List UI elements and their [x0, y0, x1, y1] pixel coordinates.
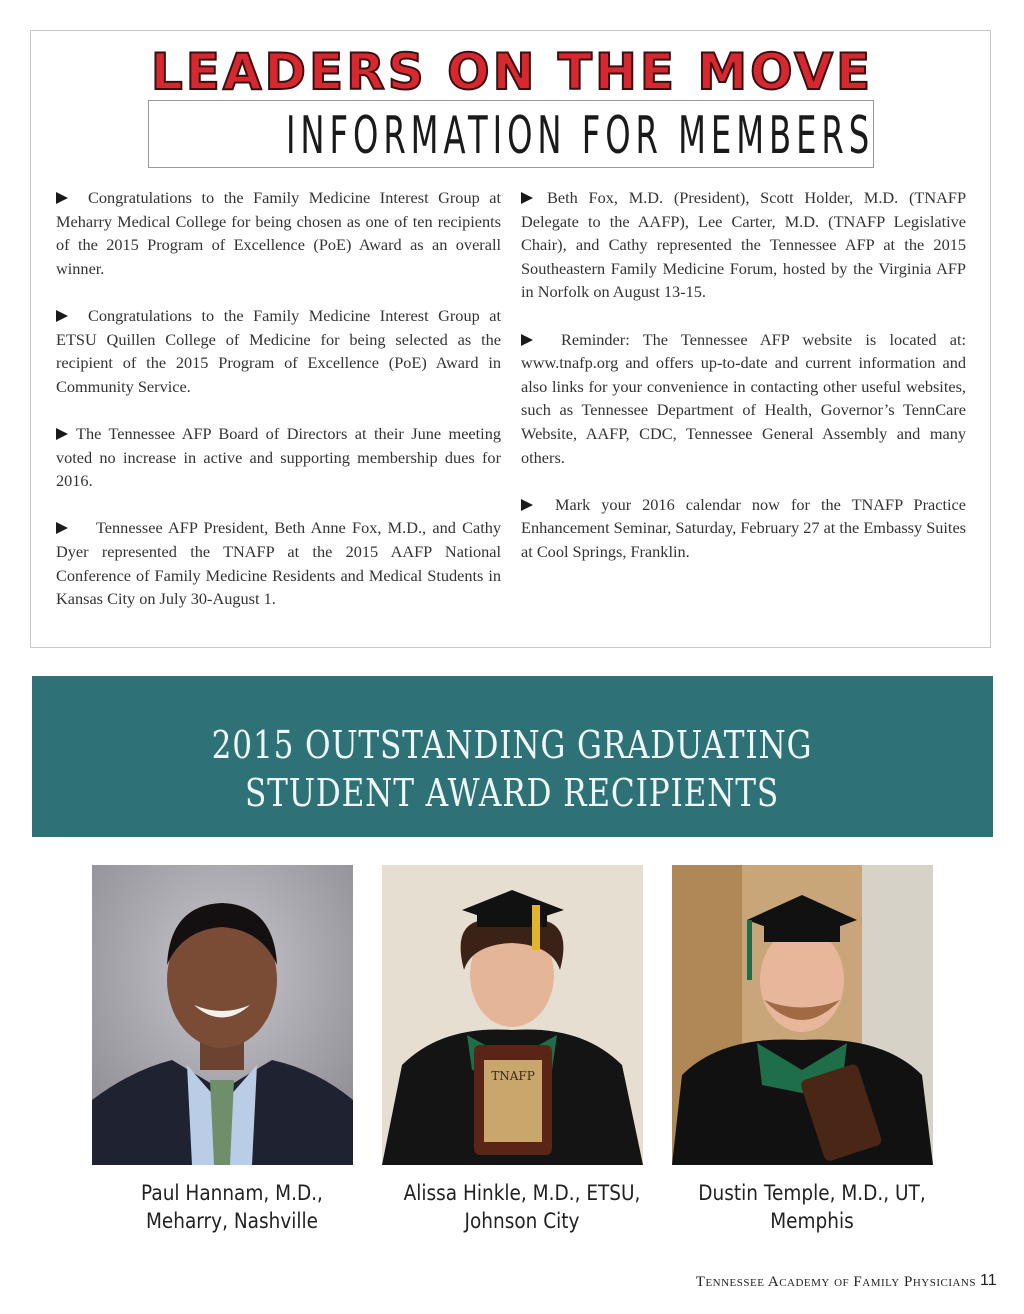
recipient-caption: Paul Hannam, M.D., Meharry, Nashville: [141, 1181, 323, 1233]
triangle-bullet-icon: [521, 334, 533, 346]
news-item: Congratulations to the Family Medicine Interest Group at Meharry Medical College for being chosen as one of ten recipients of the 2015 Program of Excellence (PoE) Award as an overall winner.: [56, 188, 501, 278]
triangle-bullet-icon: [56, 310, 68, 322]
recipient-photo: [382, 865, 643, 1165]
recipient-caption: Dustin Temple, M.D., UT, Memphis: [698, 1181, 926, 1233]
news-item: Congratulations to the Family Medicine Interest Group at ETSU Quillen College of Medicine for being selected as the recipient of the 2015 Program of Excellence (PoE) Award in Community Service.: [56, 305, 501, 396]
triangle-bullet-icon: [521, 192, 533, 204]
banner-title: 2015 OUTSTANDING GRADUATING STUDENT AWARD RECIPIENTS: [211, 723, 813, 815]
publication-footer: Tennessee Academy of Family Physicians: [695, 1274, 976, 1290]
headline: LEADERS ON THE MOVE: [150, 43, 874, 101]
news-item: Reminder: The Tennessee AFP website is located at: www.tnafp.org and offers up-to-date and current information and also links for your convenience in contacting other useful websites, such as Tennessee Department of Health, Governor’s TennCare Website, AAFP, CDC, Tennessee General Assembly and many others.: [521, 329, 966, 467]
news-item: Beth Fox, M.D. (President), Scott Holder, M.D. (TNAFP Delegate to the AAFP), Lee Carter, M.D. (TNAFP Legislative Chair), and Cathy represented the Tennessee AFP at the 2015 Southeastern Family Medicine Forum, hosted by the Virginia AFP in Norfolk on August 13-15.: [521, 188, 966, 302]
subhead: INFORMATION FOR MEMBERS: [285, 106, 875, 166]
news-item: The Tennessee AFP Board of Directors at their June meeting voted no increase in active and supporting membership dues for 2016.: [56, 423, 501, 491]
page-number: 11: [980, 1272, 997, 1289]
right-column: [521, 186, 966, 587]
portrait-image: [92, 865, 353, 1165]
svg-text:TNAFP: TNAFP: [491, 1069, 535, 1083]
recipient-photo: [672, 865, 933, 1165]
triangle-bullet-icon: [56, 522, 68, 534]
news-item: Mark your 2016 calendar now for the TNAFP Practice Enhancement Seminar, Saturday, February 27 at the Embassy Suites at Cool Springs, Franklin.: [521, 494, 967, 561]
recipient-photo: [92, 865, 353, 1165]
left-column: [56, 186, 501, 634]
news-item: Tennessee AFP President, Beth Anne Fox, M.D., and Cathy Dyer represented the TNAFP at the 2015 AAFP National Conference of Family Medicine Residents and Medical Students in Kansas City on July 30-August 1.: [56, 518, 501, 609]
triangle-bullet-icon: [56, 428, 68, 440]
portrait-image: [672, 865, 933, 1165]
portrait-image: [382, 865, 643, 1165]
recipient-caption: Alissa Hinkle, M.D., ETSU, Johnson City: [403, 1181, 641, 1233]
triangle-bullet-icon: [521, 499, 533, 511]
triangle-bullet-icon: [56, 192, 68, 204]
